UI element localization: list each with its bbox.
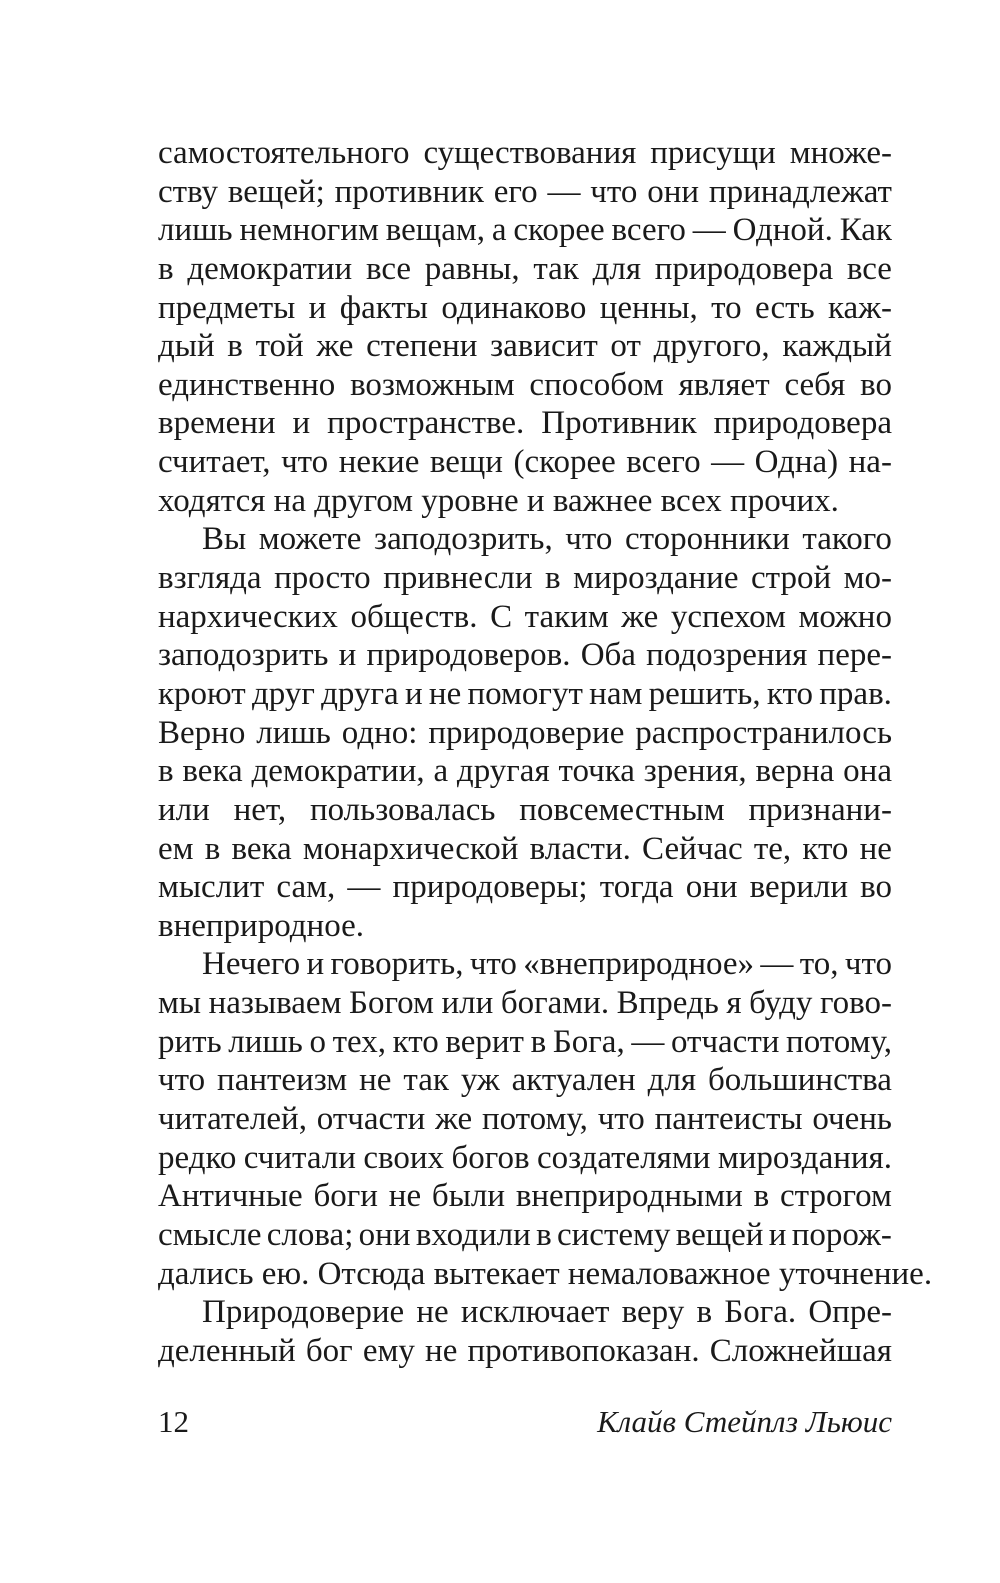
word: его	[493, 173, 538, 210]
word: не	[428, 675, 462, 712]
word: демократии,	[251, 753, 425, 790]
word: другая	[456, 753, 550, 790]
word: внеприродными	[515, 1178, 743, 1215]
word: (скорее	[513, 444, 616, 481]
word: Противник	[541, 405, 697, 442]
word: противопоказан.	[467, 1332, 700, 1369]
word: заподозрить	[158, 637, 329, 674]
word: помогут	[467, 675, 583, 712]
word: Античные	[158, 1178, 303, 1215]
word: просто	[274, 560, 371, 597]
text-line	[158, 1332, 892, 1371]
word: Одна)	[754, 444, 839, 481]
word: очень	[812, 1101, 892, 1138]
text-line	[158, 598, 892, 637]
word: Вы	[202, 521, 247, 558]
word: верили	[749, 869, 848, 906]
word: являет	[678, 366, 770, 403]
word: нет,	[233, 791, 287, 828]
word: природовера	[713, 405, 892, 442]
text-line	[158, 830, 892, 869]
text-line	[158, 520, 892, 559]
word: входили	[415, 1216, 531, 1253]
body-text	[158, 134, 933, 1371]
word: для	[647, 1062, 697, 1099]
word: Богом	[349, 985, 434, 1022]
word: пространстве.	[327, 405, 525, 442]
word: большинства	[707, 1062, 892, 1099]
word: кто	[802, 830, 849, 867]
word: и	[768, 1216, 787, 1253]
word: в	[536, 1216, 552, 1253]
word: порож-	[791, 1216, 892, 1253]
word: говорить,	[330, 946, 464, 983]
text-line	[158, 1216, 892, 1255]
word: уж	[460, 1062, 500, 1099]
word: скорее	[513, 212, 605, 249]
word: некие	[338, 444, 420, 481]
word: мыслит	[158, 869, 265, 906]
word: нархических	[158, 598, 338, 635]
text-line	[158, 443, 892, 482]
word: во	[860, 869, 892, 906]
word: ству	[158, 173, 219, 210]
word: мы	[158, 985, 202, 1022]
word: лишь	[228, 1023, 303, 1060]
word: Как	[839, 212, 892, 249]
word: редко	[158, 1139, 237, 1176]
text-line	[158, 1100, 892, 1139]
word: каж-	[828, 289, 892, 326]
word: исключает	[460, 1294, 610, 1331]
text-line	[158, 1177, 892, 1216]
word: в	[545, 560, 561, 597]
text-line: дались ею. Отсюда вытекает немаловажное уточнение.	[158, 1255, 933, 1292]
word: слова;	[266, 1216, 354, 1253]
word: решить,	[648, 675, 761, 712]
text-line	[158, 1293, 892, 1332]
word: способом	[529, 366, 664, 403]
word: и	[292, 405, 311, 442]
text-line: ходятся на другом уровне и важнее всех прочих.	[158, 482, 839, 519]
word: в	[530, 1023, 547, 1060]
word: —	[631, 1023, 665, 1060]
word: демократии	[187, 250, 353, 287]
word: «внеприродное»	[523, 946, 755, 983]
word: считает,	[158, 444, 271, 481]
word: Верно	[158, 714, 246, 751]
word: то,	[799, 946, 839, 983]
word: Сейчас	[642, 830, 743, 867]
word: вещей;	[227, 173, 325, 210]
word: Впредь	[616, 985, 719, 1022]
word: тогда	[599, 869, 674, 906]
text-line	[158, 791, 892, 830]
word: я	[726, 985, 742, 1022]
word: века	[231, 830, 292, 867]
word: тех,	[332, 1023, 386, 1060]
text-line	[158, 984, 892, 1023]
word: мироздание	[573, 560, 739, 597]
word: власти.	[529, 830, 631, 867]
word: боги	[313, 1178, 378, 1215]
running-footer-author: Клайв Стейплз Льюис	[597, 1404, 892, 1439]
word: противник	[334, 173, 484, 210]
word: все	[365, 250, 412, 287]
word: веру	[621, 1294, 685, 1331]
word: одинаково	[441, 289, 587, 326]
word: привнесли	[383, 560, 533, 597]
word: Бога.	[724, 1294, 797, 1331]
word: рить	[158, 1023, 222, 1060]
text-line	[158, 134, 892, 173]
word: распространилось	[635, 714, 892, 751]
word: Сложнейшая	[709, 1332, 892, 1369]
word: принадлежат	[708, 173, 892, 210]
word: верит	[445, 1023, 524, 1060]
word: создателями	[536, 1139, 711, 1176]
text-line	[158, 1139, 892, 1178]
word: строгом	[779, 1178, 892, 1215]
word: признани-	[748, 791, 892, 828]
word: сам,	[276, 869, 336, 906]
word: пользовалась	[309, 791, 496, 828]
word: дый	[158, 328, 215, 365]
word: прав.	[819, 675, 892, 712]
word: себя	[784, 366, 846, 403]
word: в	[158, 250, 174, 287]
page-number: 12	[158, 1404, 189, 1439]
word: во	[860, 366, 892, 403]
word: обществ.	[350, 598, 478, 635]
word: все	[846, 250, 892, 287]
word: С	[490, 598, 513, 635]
word: в	[227, 328, 243, 365]
text-line	[158, 752, 892, 791]
word: нам	[589, 675, 643, 712]
word: и	[338, 637, 357, 674]
word: отчасти	[670, 1023, 780, 1060]
word: можете	[258, 521, 362, 558]
word: сторонники	[624, 521, 790, 558]
text-line	[158, 366, 892, 405]
word: таким	[524, 598, 609, 635]
word: зрения,	[643, 753, 747, 790]
word: богов	[451, 1139, 530, 1176]
text-line	[158, 1061, 892, 1100]
word: и	[404, 675, 423, 712]
word: то	[711, 289, 742, 326]
word: всего	[611, 212, 686, 249]
word: так	[533, 250, 579, 287]
word: факты	[339, 289, 428, 326]
word: времени	[158, 405, 276, 442]
word: всего	[626, 444, 701, 481]
word: называем	[208, 985, 342, 1022]
text-line	[158, 636, 892, 675]
word: равны,	[424, 250, 520, 287]
word: актуален	[511, 1062, 636, 1099]
word: в	[696, 1294, 713, 1331]
word: природоверие	[428, 714, 625, 751]
word: так	[403, 1062, 449, 1099]
word: каждый	[782, 328, 892, 365]
text-line	[158, 289, 892, 328]
word: и	[308, 289, 327, 326]
word: —	[347, 869, 381, 906]
word: не	[859, 830, 892, 867]
text-line: внеприродное.	[158, 907, 365, 944]
word: бог	[305, 1332, 353, 1369]
word: пантеизм	[217, 1062, 348, 1099]
word: богами.	[500, 985, 610, 1022]
word: на-	[848, 444, 892, 481]
word: —	[547, 173, 581, 210]
word: что	[565, 521, 613, 558]
word: Нечего	[202, 946, 301, 983]
word: самостоятельного	[158, 135, 410, 171]
word: читателей,	[158, 1101, 307, 1138]
text-line	[158, 714, 892, 753]
text-line	[158, 559, 892, 598]
word: потому,	[481, 1101, 588, 1138]
word: не	[359, 1062, 392, 1099]
word: не	[425, 1332, 458, 1369]
word: ем	[158, 830, 194, 867]
word: природоверы;	[392, 869, 588, 906]
word: можно	[798, 598, 892, 635]
word: что	[158, 1062, 206, 1099]
word: вещи	[429, 444, 503, 481]
word: —	[760, 946, 794, 983]
word: подозрения	[646, 637, 808, 674]
word: заподозрить,	[374, 521, 553, 558]
word: мироздания.	[717, 1139, 892, 1176]
word: что	[469, 946, 517, 983]
word: единственно	[158, 366, 336, 403]
word: они	[358, 1216, 411, 1253]
word: друга	[321, 675, 399, 712]
word: строй	[750, 560, 832, 597]
text-line	[158, 945, 892, 984]
word: кто	[392, 1023, 439, 1060]
word: Опре-	[808, 1294, 892, 1331]
word: природоверов.	[366, 637, 571, 674]
word: те,	[753, 830, 792, 867]
word: лишь	[158, 212, 233, 249]
word: они	[647, 173, 700, 210]
word: что	[844, 946, 892, 983]
word: кто	[766, 675, 813, 712]
word: ему	[362, 1332, 415, 1369]
word: или	[441, 985, 494, 1022]
word: для	[592, 250, 642, 287]
word: Бога,	[552, 1023, 625, 1060]
word: систему	[556, 1216, 671, 1253]
word: а	[491, 212, 507, 249]
text-line	[158, 1023, 892, 1062]
word: вещей	[675, 1216, 764, 1253]
word: века	[182, 753, 243, 790]
word: о	[309, 1023, 326, 1060]
word: верна	[755, 753, 835, 790]
word: не	[388, 1178, 422, 1215]
word: что	[597, 1101, 645, 1138]
word: она	[843, 753, 892, 790]
word: своих	[363, 1139, 445, 1176]
word: не	[416, 1294, 449, 1331]
word: отчасти	[316, 1101, 426, 1138]
word: лишь	[256, 714, 331, 751]
word: буду	[749, 985, 813, 1022]
word: ценны,	[599, 289, 698, 326]
word: предметы	[158, 289, 296, 326]
word: или	[158, 791, 210, 828]
word: —	[711, 444, 745, 481]
word: пантеисты	[654, 1101, 803, 1138]
text-line	[158, 173, 892, 212]
word: монархической	[302, 830, 519, 867]
word: повсеместным	[519, 791, 725, 828]
word: пере-	[817, 637, 892, 674]
word: же	[316, 328, 354, 365]
word: природовера	[654, 250, 834, 287]
word: немногим	[239, 212, 379, 249]
word: той	[255, 328, 304, 365]
word: от	[610, 328, 641, 365]
word: что	[281, 444, 329, 481]
text-line	[158, 404, 892, 443]
word: Природоверие	[202, 1294, 405, 1331]
word: в	[204, 830, 221, 867]
word: другого,	[653, 328, 770, 365]
text-line	[158, 211, 892, 250]
word: кроют	[158, 675, 246, 712]
word: множе-	[789, 135, 892, 171]
word: и	[306, 946, 325, 983]
word: считали	[243, 1139, 356, 1176]
word: существования	[423, 135, 637, 171]
text-line	[158, 327, 892, 366]
word: они	[685, 869, 738, 906]
word: гово-	[819, 985, 892, 1022]
word: успехом	[670, 598, 786, 635]
word: потому,	[786, 1023, 892, 1060]
word: же	[621, 598, 659, 635]
text-line	[158, 250, 892, 289]
word: присущи	[650, 135, 776, 171]
word: были	[431, 1178, 505, 1215]
word: есть	[755, 289, 815, 326]
word: зависит	[490, 328, 598, 365]
word: в	[158, 753, 174, 790]
word: такого	[802, 521, 892, 558]
word: смысле	[158, 1216, 262, 1253]
word: деленный	[158, 1332, 296, 1369]
word: же	[435, 1101, 473, 1138]
word: возможным	[350, 366, 515, 403]
word: Оба	[580, 637, 636, 674]
word: Одной.	[732, 212, 833, 249]
word: одно:	[341, 714, 418, 751]
word: в	[753, 1178, 770, 1215]
word: точка	[558, 753, 635, 790]
text-line	[158, 868, 892, 907]
word: что	[590, 173, 638, 210]
word: —	[692, 212, 726, 249]
text-line	[158, 675, 892, 714]
word: друг	[251, 675, 315, 712]
word: мо-	[843, 560, 892, 597]
word: вещам,	[385, 212, 485, 249]
word: а	[433, 753, 449, 790]
word: степени	[366, 328, 478, 365]
word: взгляда	[158, 560, 262, 597]
